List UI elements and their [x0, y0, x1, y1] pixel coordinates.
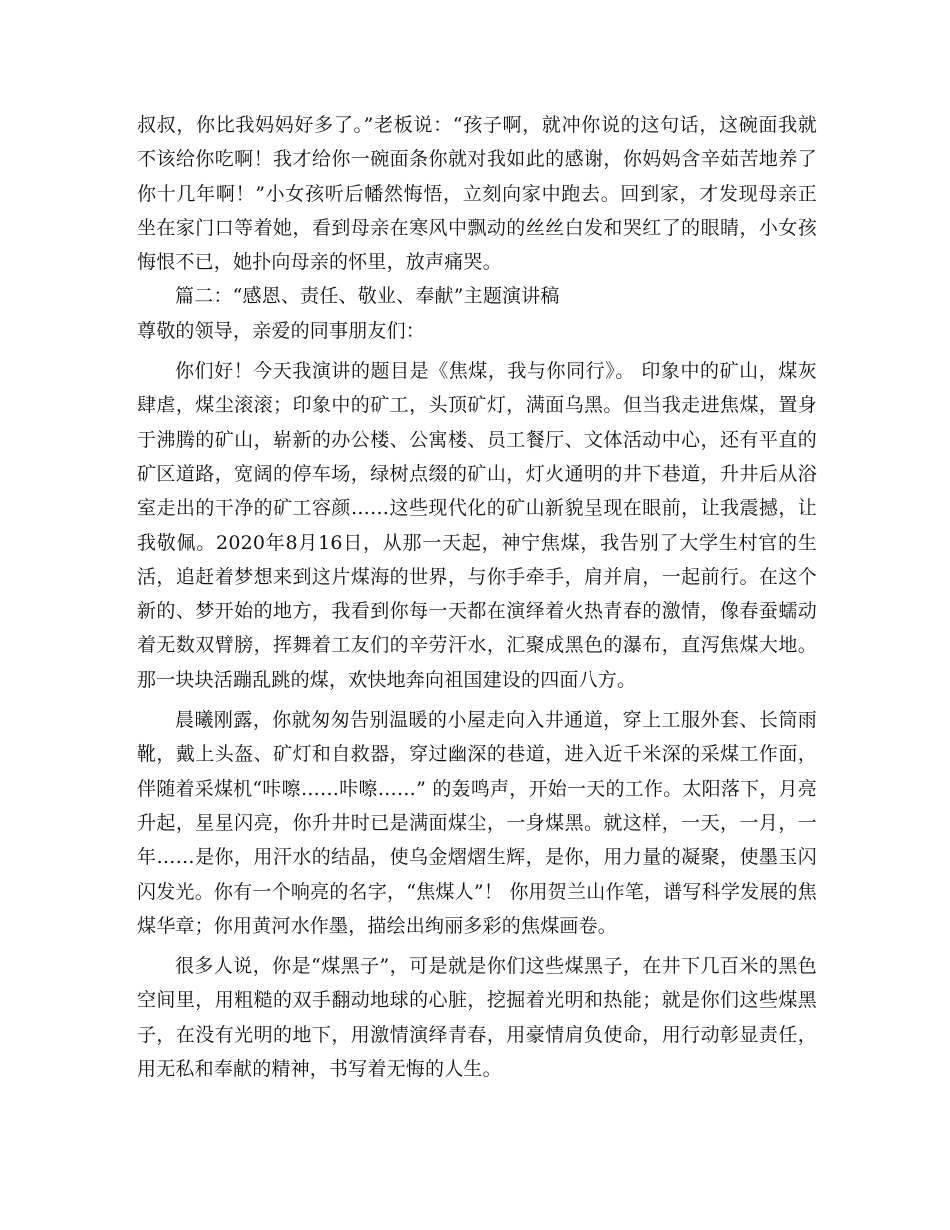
salutation: 尊敬的领导，亲爱的同事朋友们：: [137, 319, 426, 342]
paragraph-speech-intro: 你们好！今天我演讲的题目是《焦煤，我与你同行》。 印象中的矿山，煤灰肆虐，煤尘滚滚；印象中的矿工，头顶矿灯，满面乌黑。但当我走进焦煤，置身于沸腾的矿山，崭新的办公楼、公寓楼、员工餐厅、文体活动中心，还有平直的矿区道路，宽阔的停车场，绿树点缀的矿山，灯火通明的井下巷道，升井后从浴室走出的干净的矿工容颜……这些现代化的矿山新貌呈现在眼前，让我震撼，让我敬佩。2020年8月16日，从那一天起，神宁焦煤，我告别了大学生村官的生活，追赶着梦想来到这片煤海的世界，与你手牵手，肩并肩，一起前行。在这个新的、梦开始的地方，我看到你每一天都在演绎着火热青春的激情，像春蚕蠕动着无数双臂膀，挥舞着工友们的辛劳汗水，汇聚成黑色的瀑布，直泻焦煤大地。那一块块活蹦乱跳的煤，欢快地奔向祖国建设的四面八方。: [137, 360, 817, 691]
paragraph-coal-workers: 很多人说，你是“煤黑子”，可是就是你们这些煤黑子，在井下几百米的黑色空间里，用粗糙的双手翻动地球的心脏，挖掘着光明和热能；就是你们这些煤黑子，在没有光明的地下，用激情演绎青春，用豪情肩负使命，用行动彰显责任，用无私和奉献的精神，书写着无悔的人生。: [137, 955, 817, 1081]
paragraph-story-ending: 叔叔，你比我妈妈好多了。”老板说：“孩子啊，就冲你说的这句话，这碗面我就不该给你吃啊！我才给你一碗面条你就对我如此的感谢，你妈妈含辛茹苦地养了你十几年啊！”小女孩听后幡然悔悟，立刻向家中跑去。回到家，才发现母亲正坐在家门口等着她，看到母亲在寒风中飘动的丝丝白发和哭红了的眼睛，小女孩悔恨不已，她扑向母亲的怀里，放声痛哭。: [137, 114, 817, 274]
section-title: 篇二：“感恩、责任、敬业、奉献”主题演讲稿: [175, 285, 560, 308]
paragraph-miner-day: 晨曦刚露，你就匆匆告别温暖的小屋走向入井通道，穿上工服外套、长筒雨靴，戴上头盔、矿灯和自救器，穿过幽深的巷道，进入近千米深的采煤工作面，伴随着采煤机“咔嚓……咔嚓……” 的轰鸣声，开始一天的工作。太阳落下，月亮升起，星星闪亮，你升井时已是满面煤尘，一身煤黑。就这样，一天，一月，一年……是你，用汗水的结晶，使乌金熠熠生辉，是你，用力量的凝聚，使墨玉闪闪发光。你有一个响亮的名字，“焦煤人”！ 你用贺兰山作笔，谱写科学发展的焦煤华章；你用黄河水作墨，描绘出绚丽多彩的焦煤画卷。: [137, 709, 817, 937]
document-page: [137, 108, 817, 1086]
